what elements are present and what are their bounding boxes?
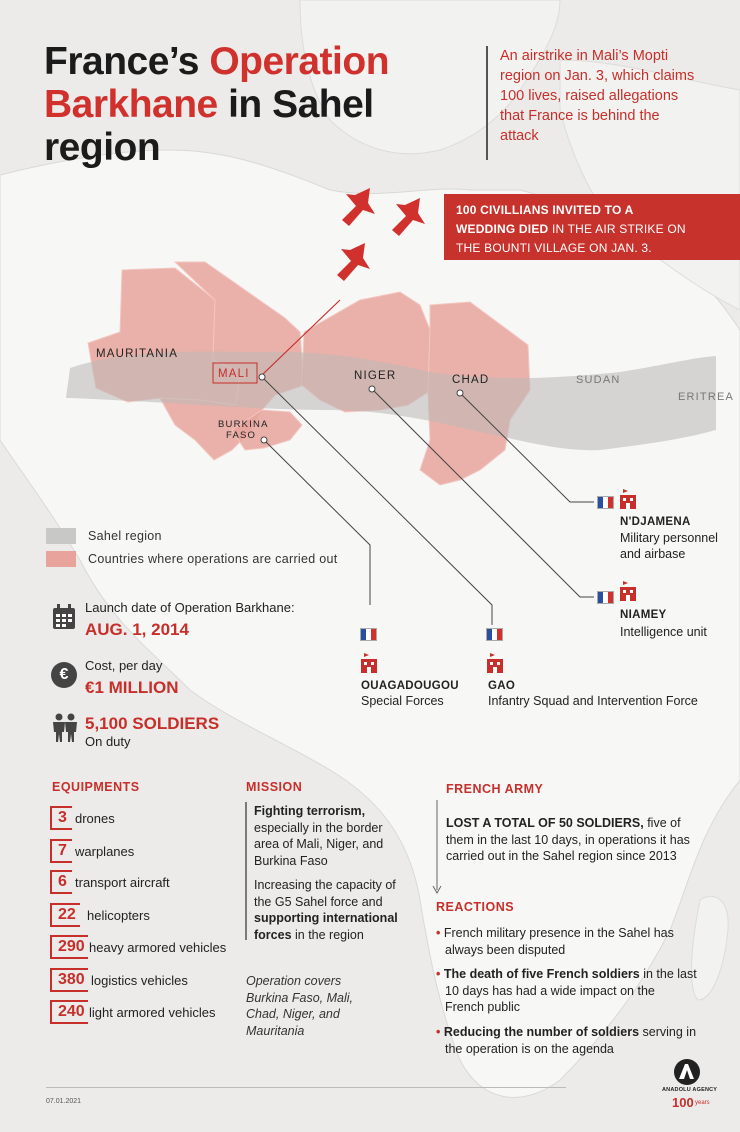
base-icon [620,579,636,601]
mission-p2-bold: forces [254,927,292,942]
mission-point-2 [254,877,424,943]
intro-line: attack [500,128,539,144]
label-sudan: SUDAN [576,374,621,386]
equip-label: helicopters [87,908,150,923]
france-flag-icon [597,496,614,509]
page-title [44,40,464,169]
label-niger: NIGER [354,370,397,382]
equip-label: logistics vehicles [91,973,188,988]
alert-line3: THE BOUNTI VILLAGE ON JAN. 3. [456,241,652,255]
equip-label: light armored vehicles [89,1005,216,1020]
equip-count: 240 [50,1000,88,1024]
mission-p1-line: Burkina Faso [254,853,328,868]
france-flag-icon [486,628,503,641]
base-ouagadougou-desc1: Special Forces [361,694,444,708]
label-mauritania: MAURITANIA [96,348,179,360]
army-text [446,815,716,865]
mission-p1-bold: Fighting terrorism, [254,804,366,818]
niger-dot [369,386,375,392]
alert-box [444,194,740,260]
legend-swatch-operations [46,551,76,567]
reaction-rest: in the last [639,967,697,981]
base-icon [361,651,377,673]
cost-label: Cost, per day [85,658,163,673]
burkina-dot [261,437,267,443]
legend-operations: Countries where operations are carried out [88,552,338,566]
agency-years-number: 100 [672,1095,694,1110]
title-part4: in Sahel [228,83,374,126]
mission-p2-bold: supporting international [254,911,398,925]
reaction-line: French military presence in the Sahel has [443,926,674,940]
label-burkina-2: FASO [226,430,257,441]
intro-line: 100 lives, raised allegations [500,88,679,104]
reaction-line: always been disputed [445,942,566,957]
reaction-line: French public [445,1000,521,1014]
army-rest: five of [643,816,681,830]
army-bold: LOST A TOTAL OF 50 SOLDIERS, [446,816,644,830]
alert-rest2: IN THE AIR STRIKE ON [548,222,686,236]
equip-label: drones [75,811,115,826]
base-niamey-name: NIAMEY [620,609,667,621]
intro-line: that France is behind the [500,108,660,124]
equip-count: 380 [50,968,88,992]
mission-heading: MISSION [246,780,303,794]
label-burkina-1: BURKINA [218,419,269,430]
mission-p2-rest: in the region [291,927,364,942]
title-part5: region [44,126,161,169]
mission-note-line: Burkina Faso, Mali, [246,990,353,1005]
label-chad: CHAD [452,374,490,386]
equip-count: 7 [50,839,72,863]
base-icon [620,487,636,509]
alert-bold2: WEDDING DIED [456,222,549,236]
intro-line: An airstrike in Mali’s Mopti [500,48,669,64]
label-mali: MALI [218,368,250,380]
base-gao-name: GAO [488,680,516,692]
army-line: carried out in the Sahel region since 2013 [446,849,677,863]
reaction-line: 10 days has had a wide impact on the [445,983,655,998]
agency-name: ANADOLU AGENCY [662,1087,718,1093]
launch-label: Launch date of Operation Barkhane: [85,600,295,615]
mission-note-line: Mauritania [246,1023,305,1038]
intro-line: region on Jan. 3, which claims [500,68,695,84]
title-part3: Barkhane [44,83,218,126]
reaction-item: • Reducing the number of soldiers serving in the operation is on the agenda [436,1025,697,1056]
reaction-bold: The death of five French soldiers [443,967,640,981]
base-icon [487,651,503,673]
equipments-heading: EQUIPMENTS [52,780,140,794]
euro-icon: € [51,662,77,688]
equip-count: 290 [50,935,88,959]
legend-sahel: Sahel region [88,529,162,543]
mission-note [246,973,396,1039]
equip-count: 22 [50,903,80,927]
alert-line1: 100 CIVILLIANS INVITED TO A [456,203,634,217]
mission-p2-line: Increasing the capacity of [254,878,396,892]
mission-note-line: Operation covers [246,974,342,988]
agency-years-word: years [695,1100,710,1106]
soldiers-label: On duty [85,734,131,749]
calendar-icon [52,604,76,630]
base-ndjamena-desc1: Military personnel [620,531,718,545]
intro-text [486,46,720,160]
base-niamey-desc1: Intelligence unit [620,625,707,639]
reaction-line: the operation is on the agenda [445,1041,614,1056]
equip-label: transport aircraft [75,875,170,890]
mission-p1-line: especially in the border [254,820,383,835]
reaction-bold: Reducing the number of soldiers [443,1025,640,1039]
base-ndjamena-name: N'DJAMENA [620,516,691,528]
army-line: them in the last 10 days, in operations it has [446,832,690,847]
soldiers-value: 5,100 SOLDIERS [85,714,220,733]
equip-count: 6 [50,870,72,894]
france-flag-icon [597,591,614,604]
chad-dot [457,390,463,396]
title-part1: France’s [44,40,199,83]
base-gao-desc1: Infantry Squad and Intervention Force [488,694,698,708]
legend-swatch-sahel [46,528,76,544]
equip-label: warplanes [75,844,135,859]
mission-note-line: Chad, Niger, and [246,1007,340,1021]
france-flag-icon [360,628,377,641]
title-part2: Operation [209,40,390,83]
anadolu-logo-icon [672,1058,702,1086]
soldiers-icon [50,712,80,742]
base-ndjamena-desc2: and airbase [620,547,686,561]
reaction-item: • French military presence in the Sahel has always been disputed [436,926,674,957]
army-heading: FRENCH ARMY [446,782,544,796]
footer-date: 07.01.2021 [46,1098,82,1105]
equip-label: heavy armored vehicles [89,940,227,955]
reaction-rest: serving in [639,1025,697,1039]
mission-point-1 [254,803,414,869]
launch-value: AUG. 1, 2014 [85,620,189,639]
base-ouagadougou-name: OUAGADOUGOU [361,680,459,692]
mission-p1-line: area of Mali, Niger, and [254,837,384,851]
label-eritrea: ERITREA [678,391,735,403]
equip-count: 3 [50,806,72,830]
footer-divider [46,1087,566,1088]
mission-p2-line: the G5 Sahel force and [254,894,383,909]
reactions-heading: REACTIONS [436,900,515,914]
cost-value: €1 MILLION [85,678,179,697]
mali-dot [259,374,265,380]
reaction-item: • The death of five French soldiers in the last 10 days has had a wide impact on the French public [436,967,697,1014]
